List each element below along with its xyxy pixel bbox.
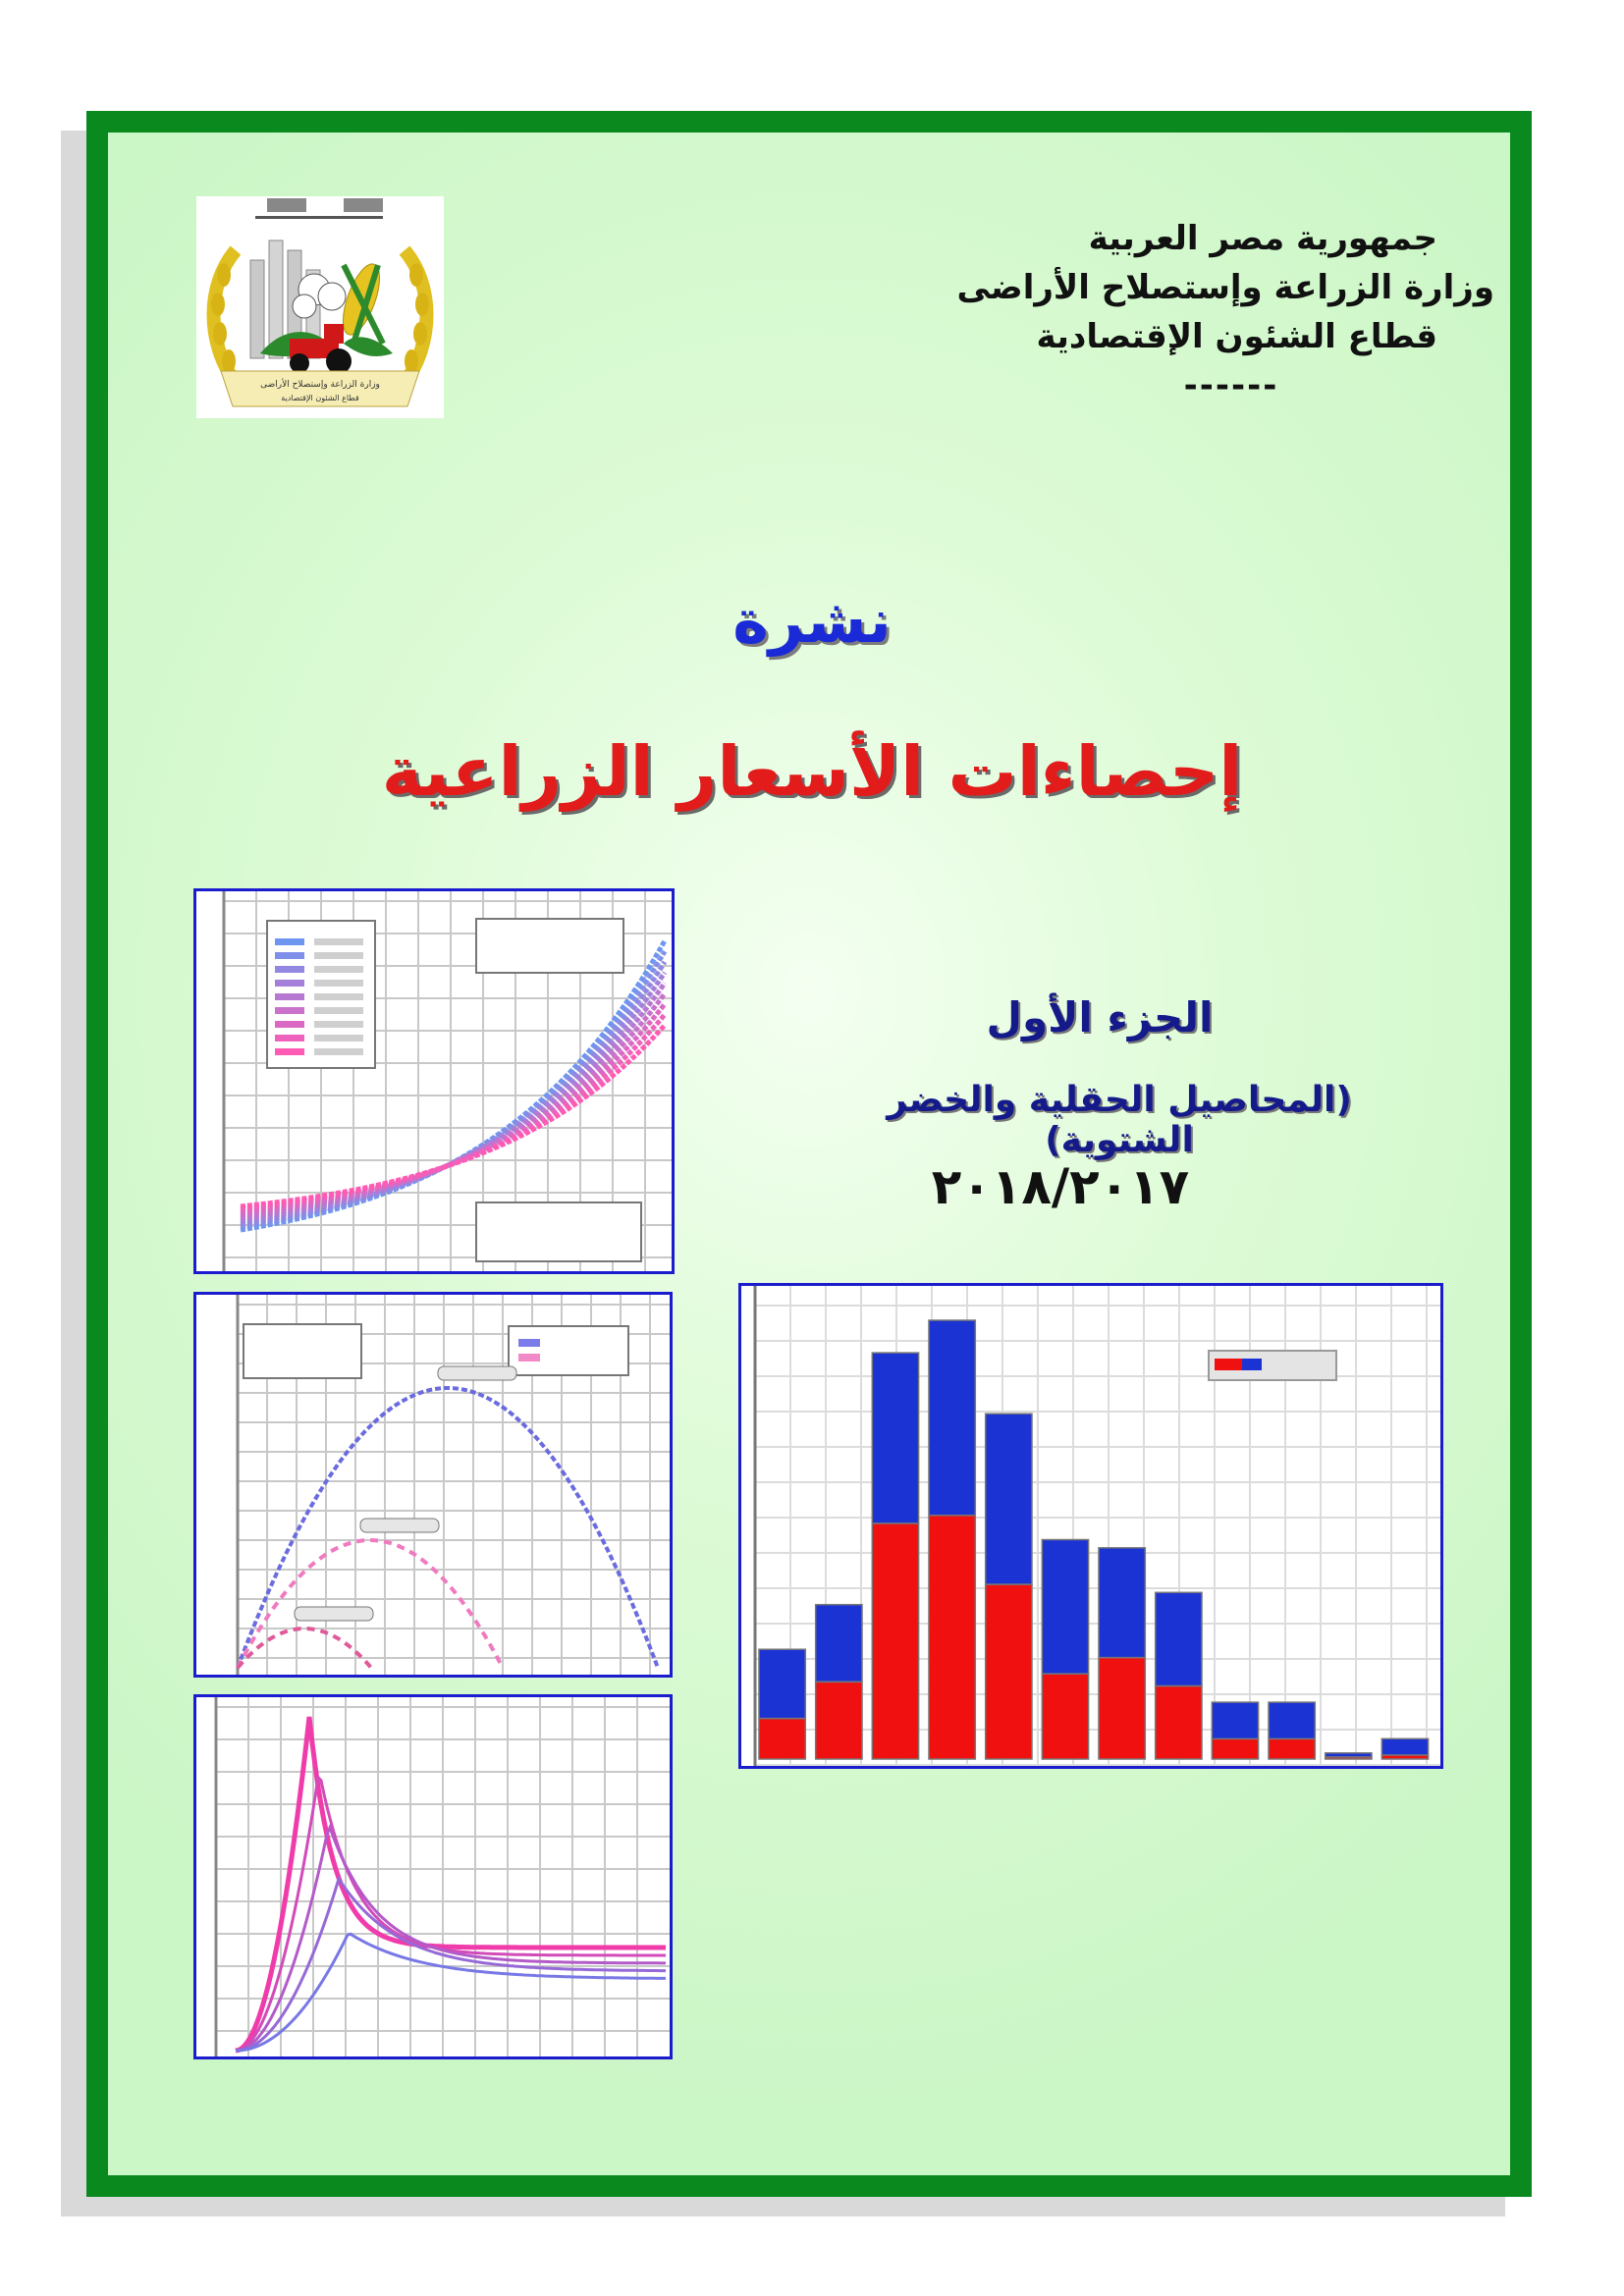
bar-segment <box>1212 1738 1258 1759</box>
legend-label <box>314 1021 363 1028</box>
bulletin-label: نشرة <box>732 585 892 657</box>
curves-chart <box>196 891 672 1271</box>
bar-segment <box>816 1605 862 1682</box>
header-ministry: وزارة الزراعة وإستصلاح الأراضى <box>956 268 1494 307</box>
part-year: ٢٠١٨/٢٠١٧ <box>931 1158 1190 1215</box>
legend-label <box>314 980 363 987</box>
bar-segment <box>929 1516 975 1759</box>
response-chart <box>196 1697 670 2056</box>
parabola-chart <box>196 1295 670 1675</box>
bar-segment <box>1156 1686 1202 1760</box>
bar-segment <box>816 1682 862 1759</box>
response-series <box>236 1828 666 2051</box>
bar-segment <box>872 1353 918 1523</box>
logo-caption-1: وزارة الزراعة وإستصلاح الأراضى <box>260 380 380 390</box>
chart-panel-bars <box>738 1283 1443 1769</box>
parabola-series <box>238 1540 501 1668</box>
legend-label <box>314 966 363 973</box>
legend-swatch <box>275 1021 304 1028</box>
response-series <box>236 1778 666 2051</box>
legend-swatch <box>275 938 304 945</box>
legend-label <box>314 952 363 959</box>
legend-swatch <box>275 1007 304 1014</box>
legend-swatch <box>275 952 304 959</box>
legend-swatch <box>275 1035 304 1041</box>
parabola-series <box>238 1388 658 1668</box>
legend-swatch <box>275 993 304 1000</box>
bar-segment <box>1269 1738 1315 1759</box>
header-country: جمهورية مصر العربية <box>1088 219 1437 258</box>
curves-note-box <box>476 919 623 973</box>
bar-segment <box>1269 1702 1315 1738</box>
response-series <box>236 1879 666 2051</box>
bar-segment <box>1042 1540 1088 1675</box>
bulletin-title: إحصاءات الأسعار الزراعية <box>381 731 1243 812</box>
peak-label <box>438 1366 516 1380</box>
legend-label <box>314 993 363 1000</box>
part-subtitle: (المحاصيل الحقلية والخضر الشتوية) <box>887 1080 1352 1160</box>
bar-segment <box>759 1719 805 1759</box>
legend-swatch <box>275 1048 304 1055</box>
legend-label <box>314 1007 363 1014</box>
legend-label <box>314 1048 363 1055</box>
peak-label <box>360 1519 439 1532</box>
bar-segment <box>929 1320 975 1516</box>
bar-segment <box>1326 1753 1372 1757</box>
logo-caption-2: قطاع الشئون الإقتصادية <box>281 394 359 402</box>
peak-label <box>295 1607 373 1621</box>
parabola-note-box <box>244 1324 361 1378</box>
legend-swatch <box>275 980 304 987</box>
legend-label <box>314 938 363 945</box>
chart-panel-parabolas <box>193 1292 673 1678</box>
header-divider: ------ <box>1183 366 1279 405</box>
part-label: الجزء الأول <box>986 993 1214 1041</box>
parabola-series <box>238 1629 371 1668</box>
header-sector: قطاع الشئون الإقتصادية <box>1036 317 1437 356</box>
ministry-header <box>848 214 1494 410</box>
legend-swatch <box>275 966 304 973</box>
bar-segment <box>986 1584 1032 1759</box>
bar-segment <box>1212 1702 1258 1738</box>
stacked-bar-chart <box>741 1286 1440 1766</box>
chart-panel-curves <box>193 888 675 1274</box>
bar-segment <box>1156 1592 1202 1685</box>
curves-info-box <box>476 1202 641 1261</box>
legend-label <box>314 1035 363 1041</box>
bar-segment <box>1381 1738 1428 1755</box>
ministry-logo <box>196 196 444 418</box>
chart-panel-response <box>193 1694 673 2059</box>
bar-segment <box>986 1414 1032 1584</box>
parabola-legend <box>509 1326 628 1375</box>
bar-segment <box>872 1523 918 1759</box>
bar-segment <box>1099 1548 1145 1658</box>
bar-segment <box>759 1649 805 1718</box>
bar-segment <box>1042 1674 1088 1759</box>
bar-segment <box>1099 1658 1145 1760</box>
